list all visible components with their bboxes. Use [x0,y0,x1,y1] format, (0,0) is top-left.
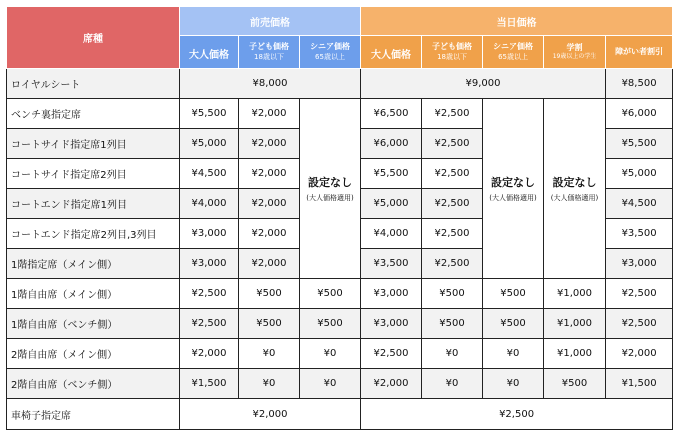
table-row [7,309,673,339]
seat-name: 2階自由席（ベンチ側） [7,369,180,399]
seat-name: 1階指定席（メイン側） [7,249,180,279]
advance-child-price: ¥0 [239,339,300,369]
seat-name: 1階自由席（ベンチ側） [7,309,180,339]
seat-name: コートサイド指定席1列目 [7,129,180,159]
seat-name: コートサイド指定席2列目 [7,159,180,189]
sameday-adult-price: ¥4,000 [361,219,422,249]
advance-adult-price: ¥2,500 [180,309,239,339]
disability-price: ¥6,000 [606,99,673,129]
sameday-child-price: ¥2,500 [422,99,483,129]
sameday-adult-price: ¥3,500 [361,249,422,279]
advance-child-price: ¥2,000 [239,219,300,249]
disability-price: ¥2,500 [606,309,673,339]
sameday-senior-price: ¥0 [483,369,544,399]
header-sameday-child: 子ども価格 18歳以下 [422,36,483,69]
header-student-discount: 学割 19歳以上の学生 [544,36,606,69]
sameday-adult-price: ¥3,000 [361,279,422,309]
advance-adult-price: ¥3,000 [180,249,239,279]
seat-name: 2階自由席（メイン側） [7,339,180,369]
sameday-child-price: ¥2,500 [422,249,483,279]
sameday-senior-price: ¥500 [483,309,544,339]
advance-adult-price: ¥2,000 [180,339,239,369]
sameday-child-price: ¥2,500 [422,159,483,189]
sameday-child-price: ¥2,500 [422,129,483,159]
advance-child-price: ¥2,000 [239,129,300,159]
sameday-adult-price: ¥3,000 [361,309,422,339]
advance-senior-price: ¥500 [300,309,361,339]
disability-price: ¥1,500 [606,369,673,399]
table-row [7,69,673,99]
advance-child-price: ¥500 [239,279,300,309]
advance-senior-price: ¥0 [300,369,361,399]
seat-name: 1階自由席（メイン側） [7,279,180,309]
header-advance-price: 前売価格 [180,7,361,36]
seat-name: 車椅子指定席 [7,399,180,430]
header-advance-adult: 大人価格 [180,36,239,69]
seat-name: ベンチ裏指定席 [7,99,180,129]
sameday-child-price: ¥2,500 [422,219,483,249]
disability-price: ¥5,000 [606,159,673,189]
disability-price: ¥2,000 [606,339,673,369]
sameday-adult-price: ¥5,000 [361,189,422,219]
table-row [7,399,673,430]
student-price: ¥1,000 [544,279,606,309]
disability-price: ¥5,500 [606,129,673,159]
header-advance-senior: シニア価格 65歳以上 [300,36,361,69]
advance-child-price: ¥2,000 [239,99,300,129]
sameday-adult-price: ¥5,500 [361,159,422,189]
student-price: ¥500 [544,369,606,399]
advance-adult-price: ¥1,500 [180,369,239,399]
sameday-senior-price: ¥0 [483,339,544,369]
price-table [6,6,673,430]
advance-child-price: ¥2,000 [239,159,300,189]
student-price: ¥1,000 [544,339,606,369]
table-row [7,279,673,309]
table-row [7,369,673,399]
table-row [7,99,673,129]
advance-child-price: ¥2,000 [239,189,300,219]
disability-price: ¥8,500 [606,69,673,99]
disability-price: ¥3,500 [606,219,673,249]
sameday-senior-price: ¥500 [483,279,544,309]
advance-senior-price: ¥500 [300,279,361,309]
sameday-senior-no-setting: 設定なし (大人価格適用) [483,99,544,279]
advance-child-price: ¥2,000 [239,249,300,279]
disability-price: ¥3,000 [606,249,673,279]
sameday-child-price: ¥0 [422,369,483,399]
advance-adult-price: ¥2,500 [180,279,239,309]
header-disability-discount: 障がい者割引 [606,36,673,69]
advance-child-price: ¥500 [239,309,300,339]
advance-adult-price: ¥4,000 [180,189,239,219]
advance-adult-price: ¥5,000 [180,129,239,159]
header-sameday-adult: 大人価格 [361,36,422,69]
advance-adult-price: ¥5,500 [180,99,239,129]
header-sameday-price: 当日価格 [361,7,673,36]
sameday-all-price: ¥2,500 [361,399,673,430]
header-sameday-senior: シニア価格 65歳以上 [483,36,544,69]
disability-price: ¥2,500 [606,279,673,309]
advance-senior-no-setting: 設定なし (大人価格適用) [300,99,361,279]
header-advance-child: 子ども価格 18歳以下 [239,36,300,69]
disability-price: ¥4,500 [606,189,673,219]
advance-senior-price: ¥0 [300,339,361,369]
sameday-adult-price: ¥6,500 [361,99,422,129]
sameday-adult-price: ¥2,000 [361,369,422,399]
sameday-child-price: ¥2,500 [422,189,483,219]
seat-name: コートエンド指定席1列目 [7,189,180,219]
seat-name: コートエンド指定席2列目,3列目 [7,219,180,249]
sameday-child-price: ¥500 [422,279,483,309]
sameday-all-price: ¥9,000 [361,69,606,99]
student-price: ¥1,000 [544,309,606,339]
table-row [7,339,673,369]
sameday-child-price: ¥500 [422,309,483,339]
sameday-adult-price: ¥6,000 [361,129,422,159]
sameday-child-price: ¥0 [422,339,483,369]
advance-adult-price: ¥4,500 [180,159,239,189]
advance-child-price: ¥0 [239,369,300,399]
advance-adult-price: ¥3,000 [180,219,239,249]
advance-all-price: ¥8,000 [180,69,361,99]
seat-name: ロイヤルシート [7,69,180,99]
student-no-setting: 設定なし (大人価格適用) [544,99,606,279]
sameday-adult-price: ¥2,500 [361,339,422,369]
advance-all-price: ¥2,000 [180,399,361,430]
header-seat-type: 席種 [7,7,180,69]
